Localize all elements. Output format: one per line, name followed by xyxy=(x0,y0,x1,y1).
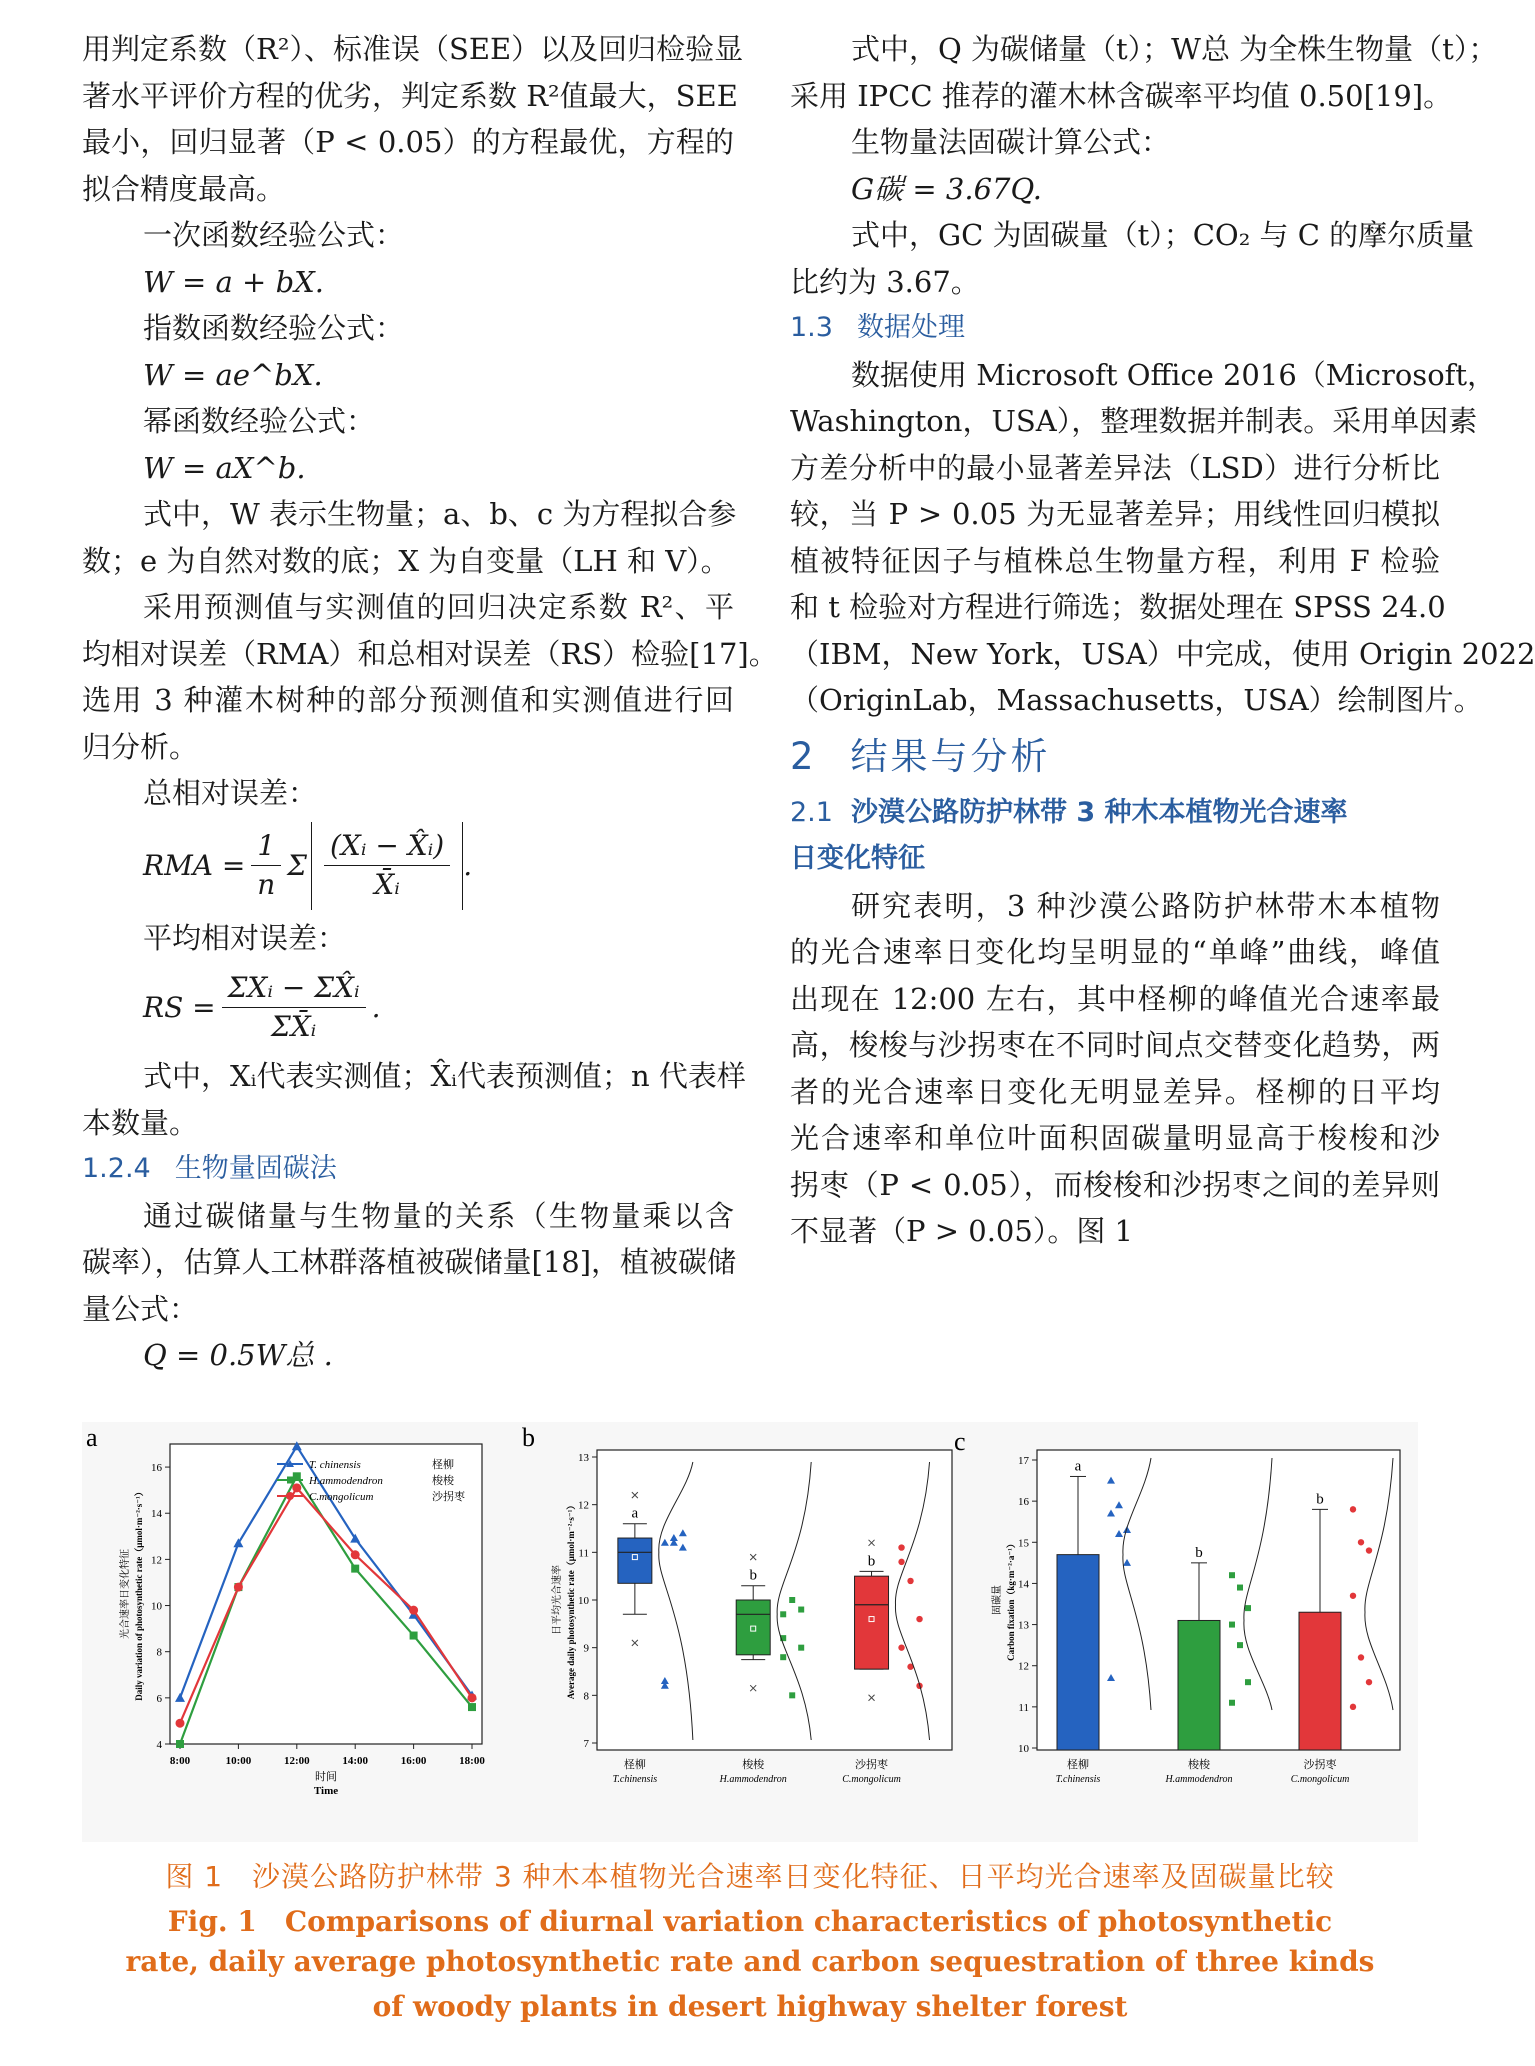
y-tick-label: 4 xyxy=(156,1739,162,1751)
formula-carbon-fixation: G碳 = 3.67Q. xyxy=(851,171,1043,206)
formula-carbon-storage: Q = 0.5W总 . xyxy=(143,1338,333,1372)
formula-label: 指数函数经验公式： xyxy=(143,311,405,345)
b-ylabel-zh: 日平均光合速率 xyxy=(552,1565,563,1635)
box-3 xyxy=(855,1576,889,1669)
text-line: 著水平评价方程的优劣，判定系数 R²值最大，SEE xyxy=(82,78,738,113)
rma-end: . xyxy=(463,849,473,882)
caption-english-line-3: of woody plants in desert highway shelter forest xyxy=(372,1990,1128,2023)
x-tick-label: 12:00 xyxy=(283,1755,310,1767)
text-line: 拐枣（P < 0.05），而梭梭和沙拐枣之间的差异则 xyxy=(790,1167,1440,1202)
rma-abs xyxy=(311,822,463,910)
panel-a-letter: a xyxy=(86,1423,98,1452)
section-heading-1-2-4 xyxy=(82,1146,734,1193)
y-tick-label: 13 xyxy=(1018,1619,1029,1632)
data-point-circle xyxy=(1350,1704,1356,1710)
data-point-square xyxy=(1237,1642,1243,1648)
text-line: 拟合精度最高。 xyxy=(82,171,286,206)
legend-label-zh: 柽柳 xyxy=(432,1459,454,1471)
panel-a-plot-area xyxy=(170,1444,482,1744)
right-column xyxy=(790,26,1535,1255)
figure-1 xyxy=(82,1422,1418,1842)
legend-label: T. chinensis xyxy=(309,1459,361,1471)
legend-label-zh: 梭梭 xyxy=(432,1475,454,1487)
caption-chinese: 图 1 沙漠公路防护林带 3 种木本植物光合速率日变化特征、日平均光合速率及固碳量比较 xyxy=(165,1860,1335,1893)
text-line: 采用预测值与实测值的回归决定系数 R²、平 xyxy=(143,590,734,624)
bar-2 xyxy=(1178,1620,1220,1750)
data-point-square xyxy=(410,1632,418,1640)
data-point-square xyxy=(351,1565,359,1573)
x-category-label-zh: 梭梭 xyxy=(1188,1759,1210,1771)
y-tick-label: 16 xyxy=(151,1462,162,1475)
text-line: 式中，W 表示生物量；a、b、c 为方程拟合参 xyxy=(143,497,737,531)
rs-end: . xyxy=(371,990,381,1024)
formula-label: 一次函数经验公式： xyxy=(143,218,405,252)
text-line: （IBM，New York，USA）中完成，使用 Origin 2022 xyxy=(790,636,1535,671)
text-line: 归分析。 xyxy=(82,729,199,764)
left-column xyxy=(82,26,778,1379)
data-point-square xyxy=(798,1645,804,1651)
data-point-circle xyxy=(1366,1547,1372,1553)
x-category-label-en: C.mongolicum xyxy=(842,1774,901,1785)
x-category-label-zh: 柽柳 xyxy=(623,1759,646,1771)
y-tick-label: 8 xyxy=(583,1690,589,1703)
legend-marker xyxy=(286,1492,294,1500)
text-line: 不显著（P > 0.05）。图 1 xyxy=(790,1214,1133,1248)
rma-fraction xyxy=(251,827,281,904)
y-tick-label: 12 xyxy=(151,1554,162,1567)
y-tick-label: 15 xyxy=(1018,1537,1029,1550)
data-point-circle xyxy=(468,1693,477,1702)
c-ylabel-zh: 固碳量 xyxy=(992,1585,1003,1615)
legend-label: H.ammodendron xyxy=(309,1475,383,1487)
data-point-circle xyxy=(916,1616,922,1622)
formula-label: 平均相对误差： xyxy=(143,920,347,955)
data-point-square xyxy=(176,1740,184,1748)
text-line: 碳率），估算人工林群落植被碳储量[18]，植被碳储 xyxy=(82,1245,737,1279)
y-tick-label: 10 xyxy=(578,1595,589,1607)
y-tick-label: 11 xyxy=(578,1547,589,1560)
formula-linear: W = a + bX. xyxy=(143,264,324,299)
text-line: 最小，回归显著（P < 0.05）的方程最优，方程的 xyxy=(82,125,734,159)
x-tick-label: 10:00 xyxy=(225,1755,252,1767)
data-point-circle xyxy=(351,1550,360,1559)
data-point-square xyxy=(1229,1622,1235,1628)
text-line: 比约为 3.67。 xyxy=(790,264,980,299)
data-point-square xyxy=(780,1654,786,1660)
data-point-circle xyxy=(1358,1539,1364,1545)
x-category-label-zh: 沙拐枣 xyxy=(1303,1759,1337,1771)
text-line: 较，当 P > 0.05 为无显著差异；用线性回归模拟 xyxy=(790,497,1440,531)
text-line: 量公式： xyxy=(82,1291,199,1326)
x-category-label-en: T.chinensis xyxy=(612,1774,658,1785)
a-xlabel-zh: 时间 xyxy=(315,1771,337,1783)
y-tick-label: 10 xyxy=(151,1600,162,1613)
c-ylabel-en: Carbon fixation（kg·m⁻²·a⁻¹） xyxy=(1006,1539,1016,1661)
y-tick-label: 14 xyxy=(1018,1578,1029,1591)
data-point-circle xyxy=(907,1578,913,1584)
text-line: 者的光合速率日变化无明显差异。柽柳的日平均 xyxy=(790,1074,1440,1109)
rma-inner-top: (Xᵢ − X̂ᵢ) xyxy=(324,827,450,866)
caption-english-line-2: rate, daily average photosynthetic rate and carbon sequestration of three kinds xyxy=(125,1945,1375,1978)
rma-lhs: RMA = xyxy=(143,849,246,882)
formula-rma xyxy=(82,817,734,915)
text-line: 采用 IPCC 推荐的灌木林含碳率平均值 0.50[19]。 xyxy=(790,78,1453,113)
x-category-label-zh: 梭梭 xyxy=(742,1759,765,1771)
text-line: 式中，GC 为固碳量（t）；CO₂ 与 C 的摩尔质量 xyxy=(851,218,1475,252)
section-heading-1-3 xyxy=(790,305,1440,352)
panel-b-plot-area xyxy=(597,1450,952,1750)
data-point-circle xyxy=(1366,1679,1372,1685)
y-tick-label: 17 xyxy=(1018,1455,1029,1467)
x-category-label-en: H.ammodendron xyxy=(719,1774,787,1785)
section-number: 1.2.4 xyxy=(82,1153,151,1184)
rma-inner-bot: X̄ᵢ xyxy=(374,868,400,901)
y-tick-label: 16 xyxy=(1018,1496,1029,1509)
y-tick-label: 12 xyxy=(1018,1660,1029,1673)
text-line: 数据使用 Microsoft Office 2016（Microsoft， xyxy=(851,357,1497,392)
significance-letter: b xyxy=(867,1553,876,1570)
caption-english-line-1: Fig. 1 Comparisons of diurnal variation characteristics of photosynthetic xyxy=(167,1905,1333,1938)
text-line: 本数量。 xyxy=(82,1105,199,1140)
significance-letter: b xyxy=(749,1567,757,1584)
section-title: 数据处理 xyxy=(856,312,965,343)
formula-label: 生物量法固碳计算公式： xyxy=(851,125,1171,159)
section-heading-2-1 xyxy=(790,790,1440,837)
text-line: 通过碳储量与生物量的关系（生物量乘以含 xyxy=(143,1198,734,1233)
data-point-circle xyxy=(1358,1654,1364,1660)
a-ylabel-en: Daily variation of photosynthetic rate（μmol·m⁻²·s⁻¹） xyxy=(134,1487,144,1701)
panel-c-letter: c xyxy=(954,1427,966,1456)
significance-letter: b xyxy=(1195,1544,1203,1561)
section-title: 结果与分析 xyxy=(850,734,1051,778)
text-line: 和 t 检验对方程进行筛选；数据处理在 SPSS 24.0 xyxy=(790,590,1446,624)
y-tick-label: 14 xyxy=(151,1508,162,1521)
data-point-square xyxy=(1245,1605,1251,1611)
x-category-label-en: T.chinensis xyxy=(1055,1774,1101,1785)
text-line: 选用 3 种灌木树种的部分预测值和实测值进行回 xyxy=(82,683,734,717)
x-category-label-zh: 柽柳 xyxy=(1067,1759,1089,1771)
bar-3 xyxy=(1299,1612,1341,1750)
text-line: 均相对误差（RMA）和总相对误差（RS）检验[17]。 xyxy=(82,636,778,671)
text-line: 方差分析中的最小显著差异法（LSD）进行分析比 xyxy=(790,450,1440,485)
x-tick-label: 8:00 xyxy=(169,1755,191,1767)
rma-sigma: Σ xyxy=(287,849,307,882)
formula-label: 总相对误差： xyxy=(143,776,318,810)
a-ylabel-zh: 光合速率日变化特征 xyxy=(120,1549,131,1639)
section-title: 沙漠公路防护林带 3 种木本植物光合速率 xyxy=(850,796,1348,828)
data-point-circle xyxy=(234,1583,243,1592)
x-category-label-zh: 沙拐枣 xyxy=(855,1759,889,1771)
data-point-square xyxy=(1245,1679,1251,1685)
y-tick-label: 9 xyxy=(583,1642,589,1655)
text-line: 出现在 12:00 左右，其中柽柳的峰值光合速率最 xyxy=(790,981,1440,1016)
figure-svg xyxy=(82,1422,1418,1842)
data-point-square xyxy=(789,1597,795,1603)
y-tick-label: 7 xyxy=(583,1738,589,1750)
panel-b-letter: b xyxy=(522,1423,535,1452)
section-heading-2-1-cont: 日变化特征 xyxy=(790,843,925,874)
rs-fraction xyxy=(222,969,366,1046)
formula-label: 幂函数经验公式： xyxy=(143,404,376,438)
text-line: 数；e 为自然对数的底；X 为自变量（LH 和 V）。 xyxy=(82,543,730,578)
rma-frac-bot: n xyxy=(257,868,276,901)
data-point-circle xyxy=(176,1719,185,1728)
text-line: 高，梭梭与沙拐枣在不同时间点交替变化趋势，两 xyxy=(790,1028,1440,1062)
data-point-square xyxy=(1229,1700,1235,1706)
text-line: 植被特征因子与植株总生物量方程，利用 F 检验 xyxy=(790,543,1440,578)
section-number: 2 xyxy=(790,734,817,778)
data-point-circle xyxy=(898,1644,904,1650)
data-point-circle xyxy=(409,1606,418,1615)
rs-lhs: RS = xyxy=(143,990,216,1024)
legend-label-zh: 沙拐枣 xyxy=(432,1491,465,1503)
section-heading-2 xyxy=(790,724,1440,790)
y-tick-label: 10 xyxy=(1018,1743,1029,1755)
formula-power: W = aX^b. xyxy=(143,450,306,485)
x-tick-label: 14:00 xyxy=(342,1755,369,1767)
data-point-circle xyxy=(1350,1593,1356,1599)
data-point-circle xyxy=(898,1544,904,1550)
data-point-circle xyxy=(292,1483,301,1492)
x-tick-label: 16:00 xyxy=(400,1755,427,1767)
bar-1 xyxy=(1057,1555,1099,1750)
text-line: Washington，USA），整理数据并制表。采用单因素 xyxy=(790,404,1478,438)
y-tick-label: 11 xyxy=(1018,1701,1029,1714)
data-point-square xyxy=(798,1607,804,1613)
x-category-label-en: C.mongolicum xyxy=(1290,1774,1350,1785)
x-category-label-en: H.ammodendron xyxy=(1165,1774,1233,1785)
data-point-square xyxy=(1237,1585,1243,1591)
data-point-circle xyxy=(898,1559,904,1565)
significance-letter: a xyxy=(1074,1458,1082,1475)
b-ylabel-en: Average daily photosynthetic rate（μmol·m⁻²·s⁻¹） xyxy=(566,1500,576,1700)
text-line: （OriginLab，Massachusetts，USA）绘制图片。 xyxy=(790,683,1483,717)
section-number: 2.1 xyxy=(790,796,833,828)
data-point-circle xyxy=(1350,1506,1356,1512)
significance-letter: b xyxy=(1316,1491,1324,1508)
text-line: 式中，Xᵢ代表实测值；X̂ᵢ代表预测值；n 代表样 xyxy=(143,1059,746,1093)
y-tick-label: 6 xyxy=(156,1692,162,1705)
box-1 xyxy=(618,1538,652,1583)
box-2 xyxy=(736,1600,770,1655)
formula-rs xyxy=(82,961,734,1053)
text-line: 研究表明，3 种沙漠公路防护林带木本植物 xyxy=(851,888,1440,923)
y-tick-label: 13 xyxy=(578,1452,589,1464)
legend-label: C.mongolicum xyxy=(309,1491,374,1503)
rs-top: ΣXᵢ − ΣX̂ᵢ xyxy=(222,969,366,1008)
text-line: 光合速率和单位叶面积固碳量明显高于梭梭和沙 xyxy=(790,1121,1440,1155)
a-xlabel-en: Time xyxy=(313,1785,339,1797)
significance-letter: a xyxy=(631,1505,639,1522)
section-number: 1.3 xyxy=(790,312,833,343)
legend-marker xyxy=(287,1477,294,1484)
data-point-square xyxy=(468,1703,476,1711)
text-line: 用判定系数（R²）、标准误（SEE）以及回归检验显 xyxy=(82,32,744,66)
rma-frac-top: 1 xyxy=(251,827,281,866)
x-tick-label: 18:00 xyxy=(459,1755,485,1767)
data-point-square xyxy=(789,1692,795,1698)
rs-bot: ΣX̄ᵢ xyxy=(270,1009,317,1043)
y-tick-label: 12 xyxy=(578,1499,589,1512)
text-line: 式中，Q 为碳储量（t）；W总 为全株生物量（t）； xyxy=(851,32,1498,66)
y-tick-label: 8 xyxy=(156,1646,162,1659)
data-point-square xyxy=(1229,1572,1235,1578)
section-title: 生物量固碳法 xyxy=(174,1153,337,1184)
rma-inner-fraction xyxy=(324,827,450,904)
data-point-square xyxy=(780,1611,786,1617)
formula-exponential: W = ae^bX. xyxy=(143,357,323,392)
text-line: 的光合速率日变化均呈明显的“单峰”曲线，峰值 xyxy=(790,935,1440,969)
